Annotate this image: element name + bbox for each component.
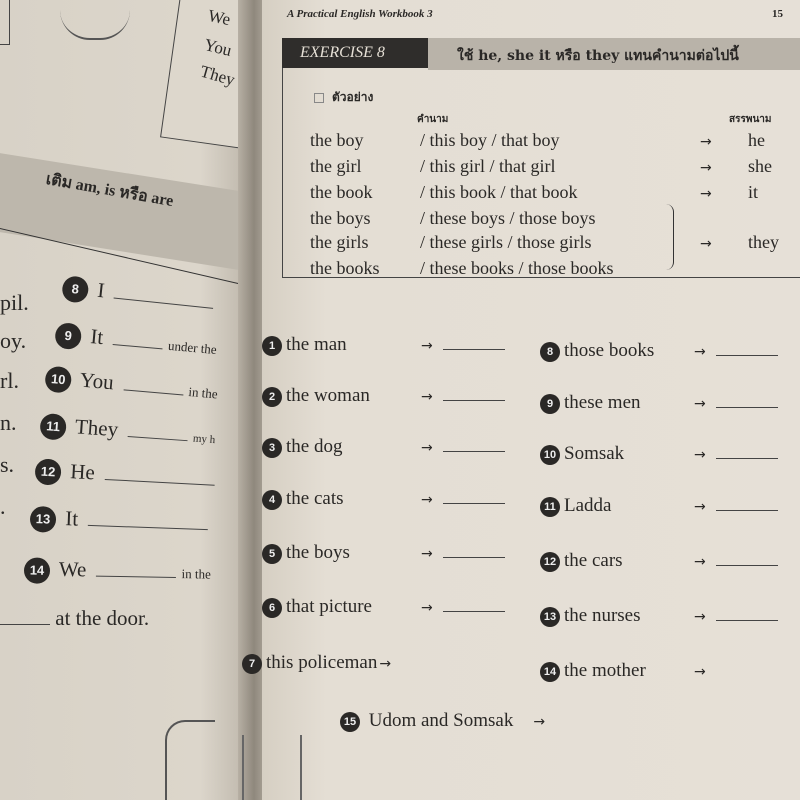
section-heading: เติม am, is หรือ are (44, 170, 175, 211)
exercise-text: the cats (286, 488, 344, 509)
answer-blank[interactable] (0, 624, 50, 625)
pronoun: it (748, 182, 759, 202)
answer-blank[interactable] (113, 344, 163, 349)
pronoun-we: We (206, 5, 233, 30)
arrow-icon: → (694, 344, 706, 360)
example-row (310, 256, 779, 280)
item-text: It (89, 324, 105, 350)
answer-blank[interactable] (716, 565, 778, 566)
number-badge: 6 (262, 598, 282, 618)
arrow-icon: → (421, 600, 433, 616)
answer-blank[interactable] (114, 297, 214, 308)
answer-blank[interactable] (443, 451, 505, 452)
answer-blank[interactable] (443, 557, 505, 558)
example-label (314, 88, 373, 107)
arrow-icon: → (694, 499, 706, 515)
page-number: 15 (772, 8, 783, 20)
variants: / these books / those books (420, 258, 614, 278)
section-heading-bar (0, 150, 266, 272)
item-12 (34, 457, 215, 494)
answer-blank[interactable] (88, 525, 208, 530)
answer-blank[interactable] (128, 436, 188, 441)
arrow-icon: → (421, 389, 433, 405)
exercise-14 (540, 660, 706, 682)
arrow-icon: → (694, 609, 706, 625)
item-11 (39, 412, 216, 451)
pronoun: they (748, 232, 779, 252)
exercise-text: those books (564, 340, 655, 361)
arrow-icon: → (700, 186, 712, 202)
variants: / this boy / that boy (420, 130, 560, 150)
exercise-text: the woman (286, 385, 370, 406)
example-label-text: ตัวอย่าง (332, 90, 374, 104)
item-text: We (58, 556, 87, 582)
item-tail: in the (181, 566, 211, 582)
col-pronoun: สรรพนาม (729, 114, 772, 125)
instruction: ใช้ he, she it หรือ they แทนคำนามต่อไปนี้ (457, 48, 739, 64)
brace-icon (664, 204, 674, 270)
exercise-11 (540, 495, 778, 517)
arrow-icon: → (694, 396, 706, 412)
exercise-15 (340, 710, 545, 732)
arrow-icon: → (421, 492, 433, 508)
arrow-icon: → (694, 554, 706, 570)
pronoun-you: You (202, 34, 234, 61)
exercise-5 (262, 542, 505, 564)
number-badge: 9 (540, 394, 560, 414)
exercise-text: Somsak (564, 443, 625, 464)
example-table (310, 128, 779, 280)
arrow-icon: → (700, 160, 712, 176)
noun: the boy (310, 130, 364, 150)
fragment: oy. (0, 328, 27, 353)
answer-blank[interactable] (96, 576, 176, 578)
exercise-3 (262, 436, 505, 458)
number-badge: 13 (30, 506, 57, 533)
noun: the book (310, 182, 373, 202)
item-tail: under the (167, 337, 218, 358)
number-badge: 15 (340, 712, 360, 732)
number-badge: 14 (24, 558, 50, 584)
exercise-13 (540, 605, 778, 627)
last-line-text: at the door. (55, 606, 150, 630)
running-title: A Practical English Workbook 3 (287, 8, 433, 20)
noun: the girl (310, 156, 362, 176)
answer-blank[interactable] (716, 620, 778, 621)
exercise-text: the boys (286, 542, 350, 563)
left-page (0, 0, 250, 800)
last-line (0, 606, 149, 631)
number-badge: 12 (540, 552, 560, 572)
number-badge: 13 (540, 607, 560, 627)
answer-blank[interactable] (104, 479, 214, 486)
answer-blank[interactable] (443, 611, 505, 612)
number-badge: 11 (39, 413, 67, 441)
item-13 (30, 505, 209, 538)
item-text: It (64, 506, 79, 531)
variants: / these girls / those girls (420, 232, 592, 252)
pronoun: she (748, 156, 772, 176)
number-badge: 12 (34, 459, 61, 486)
fragments (0, 280, 29, 530)
item-text: He (69, 459, 96, 485)
item-10 (44, 365, 219, 407)
variants: / this girl / that girl (420, 156, 556, 176)
item-text: You (78, 367, 115, 395)
item-9 (54, 321, 218, 362)
number-badge: 8 (540, 342, 560, 362)
illustration-box (0, 0, 10, 45)
number-badge: 3 (262, 438, 282, 458)
answer-blank[interactable] (716, 458, 778, 459)
arrow-icon: → (379, 656, 392, 672)
item-tail: in the (187, 384, 219, 402)
item-text: I (96, 277, 106, 303)
number-badge: 10 (540, 445, 560, 465)
illustration (60, 0, 130, 40)
arrow-icon: → (694, 447, 706, 463)
number-badge: 14 (540, 662, 560, 682)
answer-blank[interactable] (443, 349, 505, 350)
number-badge: 1 (262, 336, 282, 356)
item-text: They (74, 414, 120, 442)
sleeping-figure-illustration (165, 720, 215, 800)
exercise-10 (540, 443, 778, 465)
noun: the boys (310, 208, 371, 228)
fragment: . (0, 494, 6, 519)
example-row (310, 206, 779, 230)
arrow-icon: → (421, 546, 433, 562)
number-badge: 10 (44, 366, 72, 394)
exercise-2 (262, 385, 505, 407)
example-row (310, 128, 779, 154)
item-14 (24, 556, 211, 586)
exercise-text: the dog (286, 436, 343, 457)
example-row (310, 230, 779, 256)
arrow-icon: → (421, 338, 433, 354)
arrow-icon: → (700, 236, 712, 252)
exercise-4 (262, 488, 505, 510)
exercise-1 (262, 334, 505, 356)
number-badge: 7 (242, 654, 262, 674)
arrow-icon: → (694, 664, 706, 680)
exercise-text: that picture (286, 596, 372, 617)
exercise-6 (262, 596, 505, 618)
exercise-text: the man (286, 334, 347, 355)
pronoun-they: They (198, 61, 238, 90)
exercise-text: Udom and Somsak (368, 710, 514, 731)
number-badge: 9 (54, 322, 82, 350)
item-8 (61, 274, 215, 317)
noun: the girls (310, 232, 369, 252)
number-badge: 8 (61, 275, 90, 304)
arrow-icon: → (700, 134, 712, 150)
exercise-text: the mother (564, 660, 646, 681)
col-noun: คำนาม (417, 114, 449, 125)
arrow-icon: → (421, 440, 433, 456)
exercise-label: EXERCISE 8 (282, 38, 428, 68)
answer-blank[interactable] (443, 400, 505, 401)
pronoun: he (748, 130, 765, 150)
number-badge: 2 (262, 387, 282, 407)
number-badge: 4 (262, 490, 282, 510)
variants: / these boys / those boys (420, 208, 596, 228)
fragment: n. (0, 410, 17, 435)
answer-blank[interactable] (716, 355, 778, 356)
family-illustration (242, 735, 302, 800)
item-tail: my h (192, 432, 216, 447)
checkbox-icon (314, 93, 324, 103)
exercise-text: this policeman (266, 652, 378, 673)
fragment: pil. (0, 290, 29, 315)
example-row (310, 154, 779, 180)
exercise-text: the cars (564, 550, 623, 571)
fragment: rl. (0, 368, 19, 393)
exercise-7 (242, 652, 391, 674)
exercise-text: Ladda (564, 495, 612, 516)
exercise-text: these men (564, 392, 641, 413)
example-row (310, 180, 779, 206)
number-badge: 5 (262, 544, 282, 564)
answer-blank[interactable] (123, 389, 183, 395)
exercise-text: the nurses (564, 605, 641, 626)
fragment: s. (0, 452, 15, 477)
arrow-icon: → (533, 714, 546, 730)
noun: the books (310, 258, 380, 278)
answer-blank[interactable] (443, 503, 505, 504)
answer-blank[interactable] (716, 407, 778, 408)
number-badge: 11 (540, 497, 560, 517)
exercise-9 (540, 392, 778, 414)
exercise-8 (540, 340, 778, 362)
exercise-12 (540, 550, 778, 572)
variants: / this book / that book (420, 182, 578, 202)
answer-blank[interactable] (716, 510, 778, 511)
right-page (248, 0, 800, 800)
